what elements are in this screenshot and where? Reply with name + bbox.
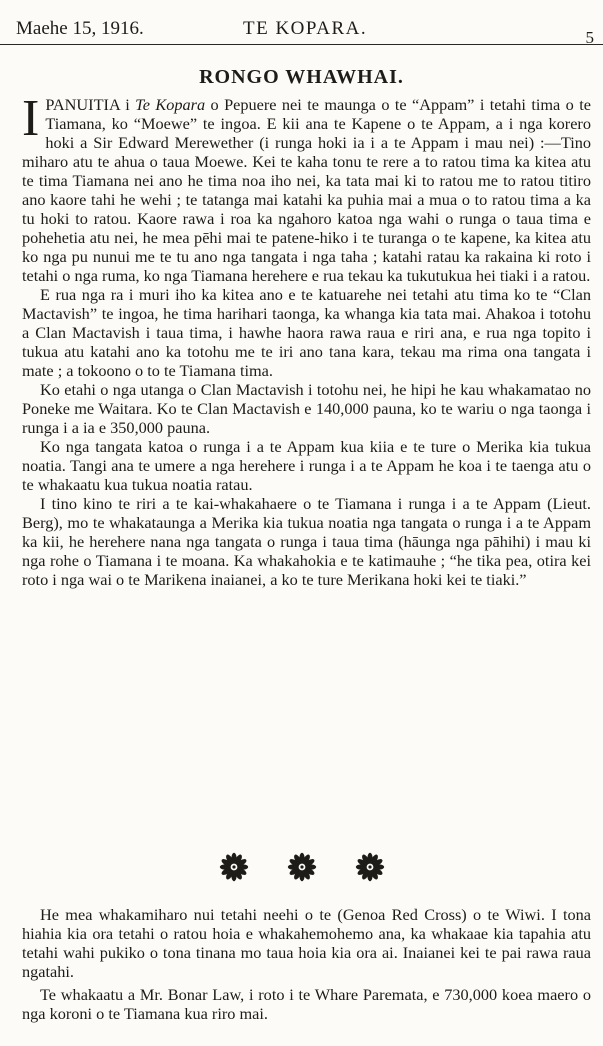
note-red-cross: He mea whakamiharo nui tetahi neehi o te (Genoa Red Cross) o te Wiwi. I tona hiahia kia ora tetahi o ratou hoia e whakahemohemo ana, ka whakaae kia tapahia atu tetahi wahi pukiko o tona tinana mo taua hoia kia ora ai. Inaianei kei te pai rawa raua ngatahi. (22, 905, 591, 981)
asterism-ornament-icon (217, 852, 251, 882)
page-header (0, 0, 603, 45)
issue-date: Maehe 15, 1916. (16, 18, 144, 39)
article-body (22, 90, 591, 589)
page-number: 5 (585, 28, 594, 47)
note-bonar-law: Te whakaatu a Mr. Bonar Law, i roto i te Whare Paremata, e 730,000 koea maero o nga koroni o te Tiamana kua riro mai. (22, 985, 591, 1023)
newspaper-name-italic: Te Kopara (135, 95, 206, 114)
asterism-ornament-icon (285, 852, 319, 882)
paragraph-4: Ko nga tangata katoa o runga i a te Appam kua kiia e te ture o Merika kia tukua noatia. Tangi ana te umere a nga herehere i runga i a te Appam he koa i te taenga atu o te whakaatu kua tukua noatia ratau. (22, 437, 591, 494)
paragraph-1 (22, 90, 591, 285)
paragraph-2: E rua nga ra i muri iho ka kitea ano e te katuarehe nei tetahi atu tima ko te “Clan Mactavish” te ingoa, he tima harihari taonga, ka whanga kia tata mai. Ahakoa i totohu a Clan Mactavish i taua tima, i hawhe haora rawa raua e riri ana, e rua nga topito i tukua atu katahi ano ka totohu me te iri ano tana kara, tekau ma rima ona tangata i mate ; a tokoono o to te Tiamana tima. (22, 285, 591, 380)
paragraph-1-lead: PANUITIA i (45, 95, 136, 114)
paragraph-5: I tino kino te riri a te kai-whakahaere o te Tiamana i runga i a te Appam (Lieut. Berg), mo te whakataunga a Merika kia tukua noatia nga tangata o runga i a te Appam ka kii, he herehere nana nga tangata o runga i taua tima (hāunga nga pāhihi) i mau ki nga rohe o Tiamana i te moana. Ka whakahokia e te katimauhe ; “he tika pea, otira kei roto i nga wai o te Marikena inaianei, a ko te ture Merikana hoki kei te tiaki.” (22, 494, 591, 589)
news-notes (22, 905, 591, 1023)
asterism-ornament-icon (353, 852, 387, 882)
paragraph-1-text: o Pepuere nei te maunga o te “Appam” i tetahi tima o te Tiamana, ko “Moewe” te ingoa. E kii ana te Kapene o te Appam, a i nga korero hoki a Sir Edward Merewether (i runga hoki ia i a te Appam i mau nei) :—Tino miharo atu te ahua o taua Moewe. Kei te kaha tonu te rere a to ratou tima ka kitea atu te tima Tiamana nei ano he tima noa iho nei, ka tata mai ki to ratou me to ratou titiro ano kaore tahi he wehi ; te tatanga mai katahi ka puhia mai a mua o to ratou tima a ka tu hoki to ratou. Kaore rawa i roa ka ngahoro katoa nga wahi o runga o taua tima e pohehetia atu nei, he mea pēhi mai te patene-hiko i te turanga o te kapene, ka kitea atu ko nga pu nunui me te tu ano nga tangata i nga taha ; katahi ratau ka rakaina ki roto i tetahi o nga ruma, ko nga Tiamana herehere e rua tekau ka tukutukua hei tiaki i a ratou. (22, 95, 591, 285)
paragraph-3: Ko etahi o nga utanga o Clan Mactavish i totohu nei, he hipi he kau whakamatao no Poneke me Waitara. Ko te Clan Mactavish e 140,000 pauna, ko te wariu o nga taonga i runga i a ia e 350,000 pauna. (22, 380, 591, 437)
drop-cap: I (22, 90, 40, 147)
section-divider (0, 852, 603, 882)
newspaper-title: TE KOPARA. (243, 18, 368, 39)
article-heading: RONGO WHAWHAI. (199, 66, 404, 88)
